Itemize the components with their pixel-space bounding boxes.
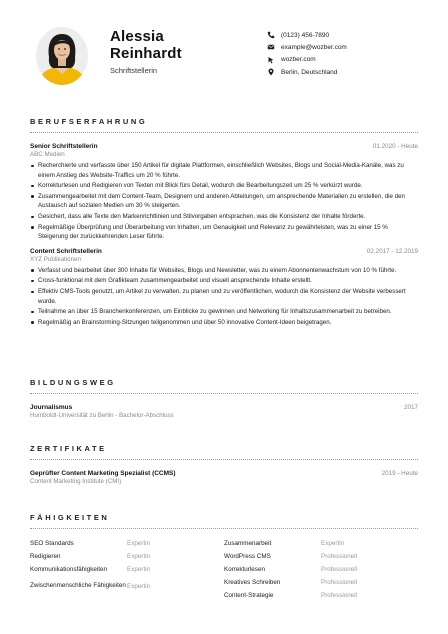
job-dates: 01.2020 - Heute [372, 143, 418, 150]
contact-list [267, 29, 347, 78]
experience-section [30, 117, 418, 328]
skill-item [224, 563, 418, 576]
skill-level: Expertin [127, 553, 151, 560]
education-date: 2017 [403, 404, 418, 411]
job-bullets [30, 161, 418, 242]
skill-item [224, 550, 418, 563]
skill-name: Zwischenmenschliche Fähigkeiten [30, 582, 126, 589]
skills-section [30, 513, 418, 602]
skill-item [224, 576, 418, 589]
experience-heading: BERUFSERFAHRUNG [30, 117, 148, 126]
first-name: Alessia [110, 28, 164, 45]
bullet-item: Korrekturlesen und Redigieren von Texten mit Blick fürs Detail, wodurch die Bearbeitungszeit um 25 % verkürzt wurde. [38, 181, 418, 191]
divider [30, 393, 418, 394]
education-section [30, 378, 418, 419]
divider [30, 528, 418, 529]
skills-column-left [30, 537, 224, 602]
contact-website-text: wozber.com [281, 56, 316, 64]
school-name: Humboldt-Universität zu Berlin - Bachelor-Abschluss [30, 412, 174, 419]
bullet-item: Cross-funktional mit dem Grafikteam zusammengearbeitet und visuell ansprechende Inhalte erstellt. [38, 276, 418, 286]
skill-level: Professionell [321, 566, 358, 573]
contact-email [267, 41, 347, 53]
skill-level: Expertin [321, 540, 345, 547]
education-heading: BILDUNGSWEG [30, 378, 116, 387]
contact-email-text: example@wozber.com [281, 43, 347, 51]
skill-level: Professionell [321, 592, 358, 599]
certificates-heading: ZERTIFIKATE [30, 444, 107, 453]
skill-item [30, 563, 224, 576]
skill-level: Expertin [127, 582, 151, 590]
job-entry [30, 143, 418, 242]
bullet-item: Regelmäßig an Brainstorming-Sitzungen teilgenommen und über 50 innovative Content-Ideen beigetragen. [38, 318, 418, 328]
bullet-item: Effektiv CMS-Tools genutzt, um Artikel zu verwalten, zu planen und zu veröffentlichen, wodurch die Konsistenz der Website verbessert wurde. [38, 287, 418, 306]
skill-name: Zusammenarbeit [224, 539, 272, 547]
job-dates: 02.2017 - 12.2019 [366, 247, 418, 255]
divider [30, 132, 418, 133]
contact-location [267, 66, 347, 78]
skill-item [224, 589, 418, 602]
skill-name: Kreatives Schreiben [224, 578, 281, 586]
certificate-issuer: Content Marketing Institute (CMI) [30, 478, 122, 485]
skill-item [30, 550, 224, 563]
divider [30, 459, 418, 460]
phone-icon [267, 31, 275, 39]
location-pin-icon [267, 68, 275, 76]
job-title: Content Schriftstellerin [30, 247, 102, 255]
skill-item [30, 576, 224, 596]
certificate-title: Geprüfter Content Marketing Spezialist (CCMS) [30, 470, 176, 477]
skill-level: Expertin [127, 566, 151, 573]
job-entry [30, 248, 418, 328]
skill-level: Professionell [321, 553, 358, 560]
certificate-entry [30, 470, 418, 485]
certificate-date: 2019 - Heute [381, 470, 418, 477]
job-role: Schriftstellerin [110, 66, 158, 75]
contact-phone [267, 29, 347, 41]
degree-title: Journalismus [30, 404, 73, 411]
job-title: Senior Schriftstellerin [30, 143, 98, 150]
last-name: Reinhardt [110, 45, 182, 62]
skill-name: Redigieren [30, 552, 61, 560]
bullet-item: Zusammengearbeitet mit dem Content-Team, Designern und anderen Abteilungen, um ansprechende Materialien zu erstellen, die den Austausch auf sozialen Medien um 30 % steigerten. [38, 192, 418, 211]
skill-level: Professionell [321, 579, 358, 586]
skill-name: SEO Standards [30, 539, 74, 547]
skill-item [224, 537, 418, 550]
job-bullets [30, 266, 418, 328]
certificates-section [30, 444, 418, 485]
skill-item [30, 537, 224, 550]
contact-website [267, 54, 347, 66]
job-company: XYZ Publikationen [30, 255, 81, 263]
education-entry [30, 404, 418, 419]
skills-heading: FÄHIGKEITEN [30, 513, 110, 522]
job-company: ABC Medien [30, 151, 65, 158]
skill-name: Content-Strategie [224, 591, 274, 599]
skill-name: Kommunikationsfähigkeiten [30, 565, 108, 573]
skills-column-right [224, 537, 418, 602]
bullet-item: Verfasst und bearbeitet über 300 Inhalte für Websites, Blogs und Newsletter, was zu einem Abonnentenwachstum von 10 % führte. [38, 266, 418, 276]
bullet-item: Regelmäßige Überprüfung und Überarbeitung von Inhalten, um Genauigkeit und Relevanz zu gewährleisten, was zu einer 15 % Steigerung der zurückkehrenden Leser führte. [38, 223, 418, 242]
bullet-item: Gesichert, dass alle Texte den Markenrichtlinien und Stilvorgaben entsprachen, was die Konsistenz der Inhalte förderte. [38, 212, 418, 222]
portrait-photo [36, 27, 88, 85]
bullet-item: Recherchierte und verfasste über 150 Artikel für digitale Plattformen, einschließlich Websites, Blogs und Social-Media-Kanäle, was zu einem Anstieg des Website-Traffics um 20 % führte. [38, 161, 418, 180]
skills-grid [30, 537, 418, 602]
mail-icon [267, 43, 275, 51]
contact-location-text: Berlin, Deutschland [281, 68, 338, 76]
skill-level: Expertin [127, 540, 151, 547]
candidate-name [110, 28, 182, 62]
bullet-item: Teilnahme an über 15 Branchenkonferenzen, um Einblicke zu gewinnen und Networking für Inhaltszusammenarbeit zu betreiben. [38, 307, 418, 317]
avatar [36, 27, 88, 85]
skill-name: WordPress CMS [224, 552, 271, 560]
contact-phone-text: (0123) 456-7890 [281, 31, 330, 39]
cursor-icon [267, 56, 275, 64]
skill-name: Korrekturlesen [224, 565, 265, 573]
